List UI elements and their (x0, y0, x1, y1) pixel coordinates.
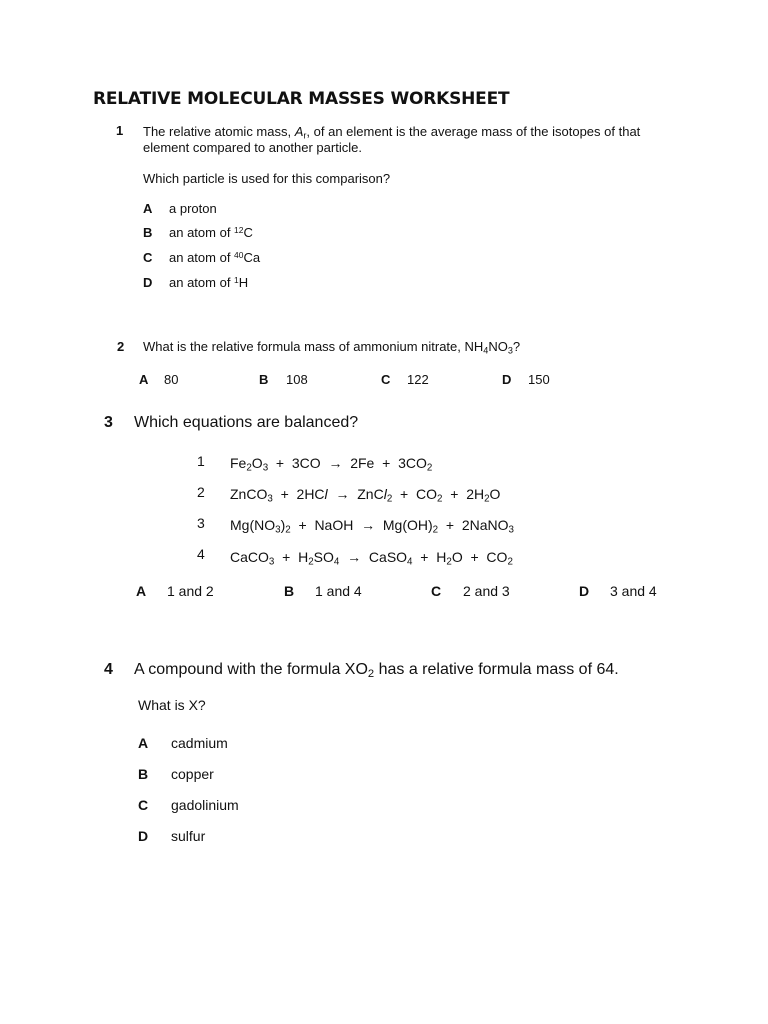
equation-3: $Mg(NO_3)_2$ + NaOH → $Mg(OH)_2$ + 2NaNO$_3$ (230, 517, 514, 536)
q1-option-b-text (169, 225, 253, 240)
q4-stem-pre: A compound with the formula XO (134, 661, 368, 678)
q4-stem-post: has a relative formula mass of 64. (374, 661, 619, 678)
q2-stem-end: ? (512, 339, 521, 354)
q2-option-b-value: 108 (286, 372, 308, 387)
q3-option-d-letter: D (579, 583, 590, 599)
q1-option-d-text (169, 275, 248, 290)
equation-4: CaCO$_3$ + $H_2SO_4$ → CaSO$_4$ + $H_2O + CO_2$ (230, 549, 513, 568)
equation-4-number: 4 (197, 546, 205, 562)
q1-option-d-pre: an atom of (169, 275, 235, 290)
q4-option-c-letter: C (138, 797, 149, 813)
q1-option-a-letter: A (143, 201, 153, 216)
question-1-prompt: Which particle is used for this comparison? (143, 171, 391, 186)
q1-option-c-post: Ca (243, 250, 261, 265)
question-4-prompt: What is X? (138, 697, 206, 713)
q1-stem-pre: The relative atomic mass, (143, 124, 295, 139)
q1-option-b-pre: an atom of (169, 225, 235, 240)
q2-option-d-value: 150 (528, 372, 550, 387)
q1-option-b-letter: B (143, 225, 153, 240)
q1-option-b-sup: 12 (234, 224, 244, 235)
q1-stem-post: , of an element is the average mass of the isotopes of that (306, 124, 641, 139)
question-3-prompt: Which equations are balanced? (134, 414, 359, 431)
q2-stem-mid: NO (488, 339, 508, 354)
q4-option-b-letter: B (138, 766, 149, 782)
q2-option-d-letter: D (502, 372, 512, 387)
q2-sub2: 3 (507, 345, 513, 356)
q1-option-a-pre: a proton (169, 201, 217, 216)
q1-option-c-letter: C (143, 250, 153, 265)
q2-option-a-letter: A (139, 372, 149, 387)
q4-option-d-letter: D (138, 828, 149, 844)
question-4-number: 4 (104, 661, 113, 678)
q2-option-c-value: 122 (407, 372, 429, 387)
q3-option-c-letter: C (431, 583, 442, 599)
ar-symbol: A (294, 124, 304, 139)
q3-option-b-text: 1 and 4 (315, 583, 362, 599)
q2-option-a-value: 80 (164, 372, 179, 387)
q2-option-b-letter: B (259, 372, 269, 387)
equation-1-number: 1 (197, 453, 205, 469)
q4-option-d-text: sulfur (171, 828, 206, 844)
question-2-stem (143, 339, 520, 354)
question-1-stem-line2: element compared to another particle. (143, 140, 362, 155)
worksheet-title: RELATIVE MOLECULAR MASSES WORKSHEET (93, 89, 510, 109)
question-1-number: 1 (116, 123, 124, 138)
q1-option-d-post: H (238, 275, 249, 290)
q1-option-d-sup: 1 (234, 274, 239, 285)
q1-option-d-letter: D (143, 275, 153, 290)
q1-option-a-text (169, 201, 217, 216)
question-1-stem-line1 (143, 124, 640, 139)
q2-option-c-letter: C (381, 372, 391, 387)
question-3-number: 3 (104, 414, 113, 431)
equation-2-number: 2 (197, 484, 205, 500)
question-4-stem (134, 661, 619, 679)
ar-subscript: r (303, 130, 307, 141)
q3-option-a-letter: A (136, 583, 147, 599)
q3-option-b-letter: B (284, 583, 295, 599)
equation-1: $Fe_2O_3 + 3CO \to 2Fe + 3CO_2$ (230, 455, 433, 474)
q1-option-c-text (169, 250, 260, 265)
q3-option-a-text: 1 and 2 (167, 583, 214, 599)
q2-stem-pre: What is the relative formula mass of ammonium nitrate, NH (143, 339, 484, 354)
q3-option-c-text: 2 and 3 (463, 583, 510, 599)
q4-option-c-text: gadolinium (171, 797, 239, 813)
q4-stem-sub: 2 (367, 667, 375, 680)
q4-option-a-letter: A (138, 735, 149, 751)
q1-option-b-post: C (243, 225, 253, 240)
q3-option-d-text: 3 and 4 (610, 583, 657, 599)
q4-option-a-text: cadmium (171, 735, 228, 751)
equation-2: ZnCO$_3$ + 2HCl → ZnCl$_2$ + $CO_2 + 2H_2O$ (230, 486, 501, 505)
question-2-number: 2 (117, 339, 125, 354)
q1-option-c-pre: an atom of (169, 250, 235, 265)
q1-option-c-sup: 40 (234, 249, 244, 260)
q4-option-b-text: copper (171, 766, 214, 782)
q2-sub1: 4 (483, 345, 489, 356)
equation-3-number: 3 (197, 515, 205, 531)
